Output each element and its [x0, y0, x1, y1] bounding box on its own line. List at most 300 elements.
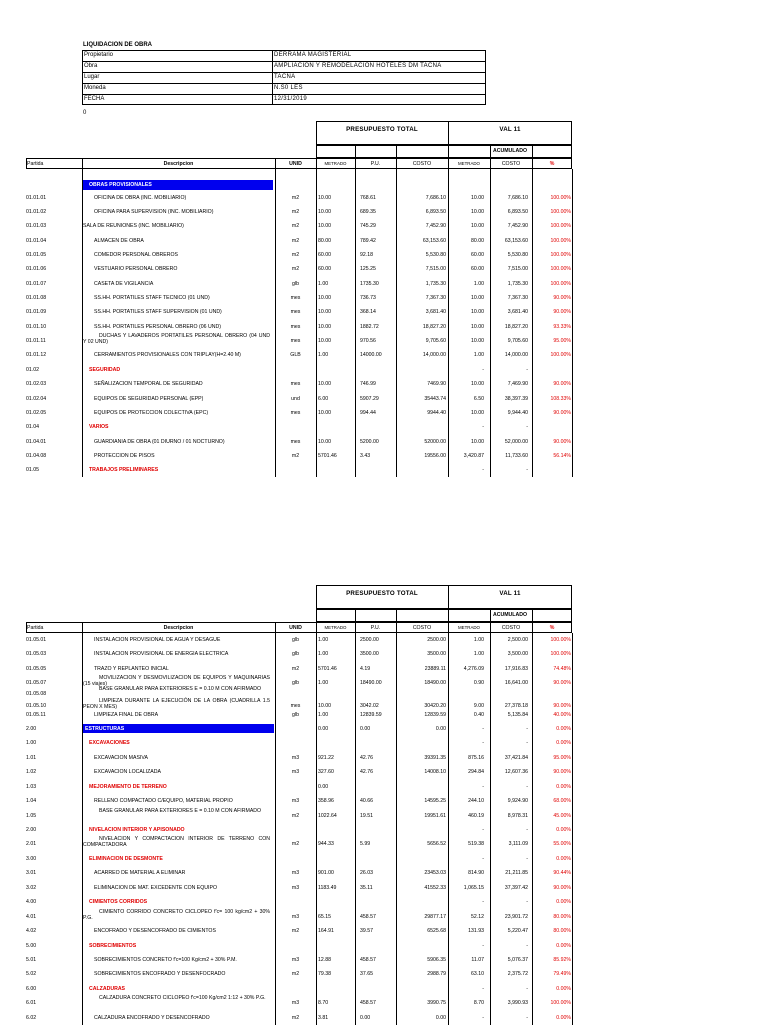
cell-metrado: 60.00	[318, 266, 331, 272]
cell-metrado: 944.33	[318, 841, 334, 847]
acumulado-header: ACUMULADO	[492, 148, 527, 154]
cell-pu: 125.25	[360, 266, 376, 272]
cell-metrado-acum: 1.00	[473, 281, 484, 287]
cell-costo: 7,686.10	[425, 195, 446, 201]
cell-partida: 01.01.12	[26, 352, 47, 358]
cell-description: SOBRECIMIENTOS CONCRETO f'c=100 Kg/cm2 + 30% P.M.	[94, 957, 237, 963]
cell-metrado: 0.00	[318, 784, 329, 790]
cell-metrado-acum: 10.00	[471, 209, 484, 215]
cell-pu: 970.56	[360, 338, 376, 344]
cell-costo-acum: 7,686.10	[507, 195, 528, 201]
cell-pu: 994.44	[360, 410, 376, 416]
cell-partida: 01.01.11	[26, 338, 46, 344]
cell-metrado-acum: -	[482, 827, 484, 833]
cell-description: SS.HH. PORTATILES STAFF SUPERVISION (01 UND)	[94, 309, 222, 315]
cell-costo: 1,735.30	[425, 281, 446, 287]
cell-costo-acum: 5,530.80	[507, 252, 528, 258]
cell-unid: glb	[292, 712, 299, 718]
cell-partida: 01.05.07	[26, 680, 47, 686]
cell-metrado: 10.00	[318, 195, 331, 201]
cell-percent: 80.00%	[553, 914, 571, 920]
cell-costo: 35443.74	[424, 396, 446, 402]
cell-percent: 68.00%	[553, 798, 571, 804]
cell-unid: m3	[291, 957, 300, 963]
cell-unid: mes	[290, 309, 301, 315]
cell-pu: 458.57	[360, 914, 376, 920]
cell-pu: 0.00	[360, 1015, 371, 1021]
cell-metrado: 327.60	[318, 769, 334, 775]
cell-metrado-acum: 60.00	[471, 252, 484, 258]
cell-percent: 80.00%	[553, 928, 571, 934]
cell-metrado: 10.00	[318, 324, 331, 330]
column-header-pct: %	[549, 161, 555, 167]
cell-unid: GLB	[290, 352, 301, 358]
cell-costo: 6525.68	[427, 928, 446, 934]
cell-percent: 100.00%	[550, 223, 571, 229]
cell-costo-acum: 6,893.50	[507, 209, 528, 215]
info-label: Moneda	[84, 85, 106, 91]
info-row-divider	[82, 72, 486, 73]
cell-percent: 40.00%	[553, 712, 571, 718]
cell-costo: 19556.00	[424, 453, 446, 459]
cell-costo: 14595.25	[424, 798, 446, 804]
cell-costo-acum: 3,500.00	[507, 651, 528, 657]
cell-partida: 01.01.05	[26, 252, 47, 258]
cell-partida: 01.05	[26, 467, 39, 473]
cell-metrado-acum: 3,420.87	[463, 453, 484, 459]
cell-costo-acum: 21,211.85	[505, 870, 528, 876]
val-header: VAL 11	[499, 126, 521, 133]
cell-costo-acum: -	[526, 424, 528, 430]
cell-costo-acum: -	[526, 467, 528, 473]
info-value: AMPLIACION Y REMODELACION HOTELES DM TACNA	[274, 63, 442, 69]
cell-pu: 746.99	[360, 381, 376, 387]
cell-costo-acum: 8,978.31	[507, 813, 528, 819]
cell-metrado-acum: 294.84	[468, 769, 484, 775]
cell-metrado-acum: 10.00	[471, 324, 484, 330]
info-value: DERRAMA MAGISTERIAL	[274, 52, 352, 58]
cell-description: ENCOFRADO Y DESENCOFRADO DE CIMIENTOS	[94, 928, 216, 934]
cell-percent: 90.00%	[553, 885, 571, 891]
cell-percent: 90.00%	[553, 309, 571, 315]
cell-percent: 100.00%	[550, 281, 571, 287]
cell-metrado-acum: 11.07	[471, 957, 484, 963]
cell-percent: 100.00%	[550, 1000, 571, 1006]
cell-description: TRAZO Y REPLANTEO INICIAL	[94, 666, 169, 672]
cell-pu: 42.76	[360, 755, 373, 761]
cell-partida: 01.01.09	[26, 309, 47, 315]
cell-partida: 2.01	[26, 841, 37, 847]
presupuesto-total-header: PRESUPUESTO TOTAL	[346, 590, 418, 597]
cell-costo: 9944.40	[427, 410, 446, 416]
cell-pu: 14000.00	[360, 352, 382, 358]
zero-label: 0	[83, 110, 87, 116]
cell-subsection: CIMIENTOS CORRIDOS	[89, 899, 148, 905]
cell-description: INSTALACION PROVISIONAL DE AGUA Y DESAGUE	[94, 637, 221, 643]
cell-partida: 01.01.10	[26, 324, 47, 330]
cell-partida: 01.04	[26, 424, 39, 430]
cell-costo-acum: 37,421.84	[504, 755, 528, 761]
cell-costo-acum: 5,220.47	[507, 928, 528, 934]
cell-partida: 01.05.05	[26, 666, 47, 672]
cell-partida: 2.00	[26, 827, 37, 833]
column-header-metrado2: METRADO	[458, 625, 480, 630]
cell-pu: 2500.00	[360, 637, 379, 643]
cell-pu: 689.35	[360, 209, 376, 215]
cell-pu: 368.14	[360, 309, 376, 315]
cell-costo: 6,893.50	[425, 209, 446, 215]
cell-description: ELIMINACION DE MAT. EXCEDENTE CON EQUIPO	[94, 885, 217, 891]
cell-metrado-acum: 519.38	[468, 841, 484, 847]
cell-percent: 100.00%	[550, 651, 571, 657]
cell-costo: 3500.00	[427, 651, 446, 657]
cell-metrado: 10.00	[318, 295, 331, 301]
cell-description: MOVILIZACION Y DESMOVILIZACION DE EQUIPOS Y MAQUINARIAS (15 viajes)	[83, 675, 270, 687]
cell-pu: 1735.30	[360, 281, 379, 287]
cell-costo: 7469.90	[427, 381, 446, 387]
cell-percent: 90.00%	[553, 680, 571, 686]
cell-unid: m2	[291, 841, 300, 847]
cell-subsection: NIVELACION INTERIOR Y APISONADO	[89, 827, 185, 833]
cell-metrado: 10.00	[318, 410, 331, 416]
cell-partida: 01.05.01	[26, 637, 47, 643]
cell-subsection: VARIOS	[89, 424, 109, 430]
cell-percent: 100.00%	[550, 209, 571, 215]
cell-costo-acum: -	[526, 726, 528, 732]
cell-unid: mes	[290, 381, 301, 387]
cell-description: ACARREO DE MATERIAL A ELIMINAR	[94, 870, 186, 876]
cell-costo-acum: -	[526, 1015, 528, 1021]
cell-pu: 35.11	[360, 885, 373, 891]
cell-percent: 0.00%	[556, 726, 571, 732]
cell-unid: glb	[292, 651, 299, 657]
header-group-box	[316, 121, 572, 145]
cell-subsection: SEGURIDAD	[89, 367, 121, 373]
cell-description: PROTECCION DE PISOS	[94, 453, 155, 459]
section-bar-obras-provisionales: OBRAS PROVISIONALES	[83, 180, 273, 190]
column-header-costo: COSTO	[412, 161, 432, 167]
cell-pu: 42.76	[360, 769, 373, 775]
cell-unid: m3	[291, 914, 300, 920]
cell-unid: m3	[291, 769, 300, 775]
cell-partida: 3.01	[26, 870, 37, 876]
cell-metrado: 1022.64	[318, 813, 337, 819]
cell-unid: m2	[291, 238, 300, 244]
cell-metrado-acum: 10.00	[471, 195, 484, 201]
cell-pu: 789.42	[360, 238, 376, 244]
column-header-pct: %	[549, 625, 555, 631]
cell-percent: 100.00%	[550, 352, 571, 358]
cell-partida: 5.02	[26, 971, 37, 977]
val-header: VAL 11	[499, 590, 521, 597]
cell-partida: 01.05.11	[26, 712, 46, 718]
cell-percent: 100.00%	[550, 266, 571, 272]
cell-description: EXCAVACION LOCALIZADA	[94, 769, 161, 775]
cell-costo-acum: 63,153.60	[504, 238, 528, 244]
cell-metrado-acum: -	[482, 784, 484, 790]
cell-metrado: 1.00	[318, 281, 329, 287]
cell-description: EXCAVACION MASIVA	[94, 755, 148, 761]
cell-subsection: ELIMINACION DE DESMONTE	[89, 856, 163, 862]
cell-percent: 90.44%	[553, 870, 571, 876]
cell-metrado-acum: 244.10	[468, 798, 484, 804]
cell-metrado: 1.00	[318, 637, 329, 643]
column-header-unid: UNID	[289, 625, 302, 631]
cell-metrado-acum: 10.00	[471, 338, 484, 344]
cell-unid: und	[291, 396, 300, 402]
cell-costo: 19951.61	[424, 813, 446, 819]
cell-partida: 1.03	[26, 784, 37, 790]
cell-description: SS.HH. PORTATILES PERSONAL OBRERO (06 UND)	[94, 324, 221, 330]
cell-metrado: 5701.46	[318, 666, 337, 672]
cell-costo-acum: 1,735.30	[507, 281, 528, 287]
column-header-descripcion: Descripcion	[163, 161, 194, 167]
cell-costo-acum: 9,924.90	[507, 798, 528, 804]
cell-description: SS.HH. PORTATILES STAFF TECNICO (01 UND)	[94, 295, 210, 301]
cell-description: COMEDOR PERSONAL OBREROS	[94, 252, 178, 258]
cell-costo: 2500.00	[427, 637, 446, 643]
cell-pu: 39.57	[360, 928, 373, 934]
cell-percent: 0.00%	[556, 1015, 571, 1021]
cell-costo: 2988.79	[427, 971, 446, 977]
cell-pu: 458.57	[360, 1000, 376, 1006]
cell-pu: 5.99	[360, 841, 371, 847]
cell-costo: 63,153.60	[422, 238, 446, 244]
cell-metrado: 3.81	[318, 1015, 329, 1021]
cell-costo-acum: 9,705.60	[507, 338, 528, 344]
cell-partida: 6.02	[26, 1015, 37, 1021]
header-group-box	[316, 585, 572, 609]
cell-description: CASETA DE VIGILANCIA	[94, 281, 154, 287]
cell-metrado-acum: 10.00	[471, 223, 484, 229]
cell-percent: 90.00%	[553, 703, 571, 709]
cell-costo: 5656.52	[427, 841, 446, 847]
cell-unid: glb	[292, 637, 299, 643]
info-label: Lugar	[84, 74, 100, 80]
cell-costo: 7,367.30	[425, 295, 446, 301]
cell-metrado-acum: 60.00	[471, 266, 484, 272]
column-header-metrado: METRADO	[324, 161, 347, 166]
cell-metrado: 164.91	[318, 928, 334, 934]
cell-metrado: 10.00	[318, 209, 331, 215]
column-header-costo2: COSTO	[501, 625, 521, 631]
cell-metrado: 6.00	[318, 396, 329, 402]
cell-pu: 3042.02	[360, 703, 379, 709]
cell-metrado: 10.00	[318, 223, 331, 229]
cell-percent: 90.00%	[553, 769, 571, 775]
cell-percent: 100.00%	[550, 252, 571, 258]
cell-metrado-acum: 1,065.15	[463, 885, 484, 891]
cell-description: SALA DE REUNIONES (INC. MOBILIARIO)	[83, 223, 184, 229]
cell-partida: 1.05	[26, 813, 37, 819]
info-value: TACNA	[274, 74, 296, 80]
cell-metrado-acum: 10.00	[471, 410, 484, 416]
cell-partida: 01.05.10	[26, 703, 47, 709]
cell-metrado: 0.00	[318, 726, 329, 732]
cell-metrado-acum: -	[482, 740, 484, 746]
cell-description: CALZADURA CONCRETO CICLOPEO f'c=100 Kg/cm2 1:12 + 30% P.G.	[99, 995, 266, 1001]
cell-pu: 40.66	[360, 798, 373, 804]
cell-metrado: 1183.49	[318, 885, 337, 891]
column-header-partida: Partida	[27, 161, 44, 167]
cell-percent: 56.14%	[553, 453, 571, 459]
cell-description: OFICINA DE OBRA (INC. MOBILIARIO)	[94, 195, 187, 201]
cell-metrado-acum: -	[482, 986, 484, 992]
cell-costo-acum: -	[526, 740, 528, 746]
cell-unid: m3	[291, 885, 300, 891]
column-header-costo2: COSTO	[501, 161, 521, 167]
cell-partida: 01.04.01	[26, 439, 47, 445]
cell-pu: 1882.72	[360, 324, 379, 330]
cell-metrado: 10.00	[318, 703, 331, 709]
cell-metrado: 921.22	[318, 755, 334, 761]
cell-metrado: 1.00	[318, 651, 329, 657]
cell-pu: 736.73	[360, 295, 376, 301]
cell-costo-acum: 3,990.93	[507, 1000, 528, 1006]
cell-percent: 90.00%	[553, 381, 571, 387]
cell-costo-acum: 17,916.83	[504, 666, 528, 672]
cell-metrado-acum: -	[482, 467, 484, 473]
cell-description: BASE GRANULAR PARA EXTERIORES E = 0.10 M CON AFIRMADO	[99, 686, 262, 692]
cell-costo: 12839.59	[424, 712, 446, 718]
cell-pu: 18490.00	[360, 680, 382, 686]
cell-metrado: 10.00	[318, 338, 331, 344]
cell-costo-acum: 5,076.37	[507, 957, 528, 963]
cell-costo-acum: 2,375.72	[507, 971, 528, 977]
cell-metrado-acum: 9.00	[473, 703, 484, 709]
cell-pu: 3500.00	[360, 651, 379, 657]
cell-costo-acum: 9,944.40	[507, 410, 528, 416]
cell-unid: m3	[291, 870, 300, 876]
cell-unid: mes	[290, 295, 301, 301]
cell-partida: 01.01.04	[26, 238, 47, 244]
info-row-divider	[82, 94, 486, 95]
cell-pu: 458.57	[360, 957, 376, 963]
cell-unid: glb	[292, 680, 299, 686]
cell-percent: 85.92%	[553, 957, 571, 963]
cell-costo-acum: 27,378.18	[504, 703, 528, 709]
cell-metrado-acum: -	[482, 943, 484, 949]
cell-partida: 01.02	[26, 367, 39, 373]
cell-partida: 01.02.05	[26, 410, 47, 416]
cell-metrado-acum: -	[482, 1015, 484, 1021]
cell-costo: 5906.35	[427, 957, 446, 963]
cell-costo: 23889.11	[424, 666, 446, 672]
cell-description: INSTALACION PROVISIONAL DE ENERGIA ELECTRICA	[94, 651, 229, 657]
cell-partida: 4.01	[26, 914, 37, 920]
cell-metrado: 901.00	[318, 870, 334, 876]
cell-percent: 90.00%	[553, 410, 571, 416]
cell-metrado: 60.00	[318, 252, 331, 258]
cell-unid: m3	[291, 1000, 300, 1006]
column-header-pu: P.U.	[370, 625, 381, 631]
cell-metrado-acum: 10.00	[471, 439, 484, 445]
cell-percent: 93.33%	[553, 324, 571, 330]
cell-percent: 95.00%	[553, 755, 571, 761]
cell-partida: 3.00	[26, 856, 37, 862]
cell-percent: 74.48%	[553, 666, 571, 672]
cell-metrado: 8.70	[318, 1000, 329, 1006]
cell-costo: 39391.35	[424, 755, 446, 761]
cell-costo-acum: 16,641.00	[504, 680, 528, 686]
cell-costo-acum: 37,397.42	[504, 885, 528, 891]
cell-costo-acum: 7,515.00	[507, 266, 528, 272]
cell-costo-acum: -	[526, 784, 528, 790]
cell-partida: 01.01.08	[26, 295, 47, 301]
cell-partida: 01.02.03	[26, 381, 47, 387]
cell-pu: 19.51	[360, 813, 373, 819]
cell-unid: m2	[291, 813, 300, 819]
column-header-metrado: METRADO	[324, 625, 347, 630]
cell-costo: 23453.03	[424, 870, 446, 876]
cell-metrado: 12.88	[318, 957, 331, 963]
cell-metrado-acum: 8.70	[473, 1000, 484, 1006]
cell-costo: 30420.20	[424, 703, 446, 709]
cell-description: CERRAMIENTOS PROVISIONALES CON TRIPLAY(H=2.40 M)	[94, 352, 241, 358]
cell-metrado: 10.00	[318, 439, 331, 445]
cell-description: NIVELACION Y COMPACTACION INTERIOR DE TERRENO CON COMPACTADORA	[83, 836, 270, 848]
cell-metrado-acum: 460.19	[468, 813, 484, 819]
cell-percent: 45.00%	[553, 813, 571, 819]
cell-description: SEÑALIZACION TEMPORAL DE SEGURIDAD	[94, 381, 203, 387]
cell-percent: 0.00%	[556, 856, 571, 862]
cell-pu: 745.29	[360, 223, 376, 229]
cell-costo-acum: -	[526, 367, 528, 373]
cell-metrado: 1.00	[318, 680, 329, 686]
cell-unid: m2	[291, 195, 300, 201]
cell-unid: mes	[290, 338, 301, 344]
cell-metrado: 80.00	[318, 238, 331, 244]
cell-costo-acum: 23,901.72	[504, 914, 528, 920]
cell-subsection: SOBRECIMIENTOS	[89, 943, 137, 949]
cell-metrado-acum: 1.00	[473, 651, 484, 657]
cell-costo: 18490.00	[424, 680, 446, 686]
cell-description: CALZADURA ENCOFRADO Y DESENCOFRADO	[94, 1015, 210, 1021]
cell-description: GUARDIANIA DE OBRA (01 DIURNO / 01 NOCTURNO)	[94, 439, 225, 445]
cell-description: CIMIENTO CORRIDO CONCRETO CICLOPEO f'c= 100 kg/cm2 + 30% P.G.	[83, 909, 270, 921]
column-header-metrado2: METRADO	[458, 161, 480, 166]
cell-percent: 95.00%	[553, 338, 571, 344]
cell-metrado: 1.00	[318, 352, 329, 358]
cell-percent: 108.33%	[550, 396, 571, 402]
cell-description: EQUIPOS DE SEGURIDAD PERSONAL (EPP)	[94, 396, 204, 402]
cell-percent: 0.00%	[556, 943, 571, 949]
cell-description: LIMPIEZA FINAL DE OBRA	[94, 712, 159, 718]
column-header-descripcion: Descripcion	[163, 625, 194, 631]
cell-costo: 29877.17	[424, 914, 446, 920]
cell-metrado-acum: 10.00	[471, 309, 484, 315]
cell-metrado-acum: 63.10	[471, 971, 484, 977]
cell-metrado-acum: 0.40	[473, 712, 484, 718]
cell-metrado: 79.38	[318, 971, 331, 977]
cell-unid: m3	[291, 755, 300, 761]
cell-metrado: 10.00	[318, 309, 331, 315]
cell-metrado: 5701.46	[318, 453, 337, 459]
cell-description: SOBRECIMIENTOS ENCOFRADO Y DESENFOCRADO	[94, 971, 226, 977]
cell-percent: 79.49%	[553, 971, 571, 977]
cell-costo-acum: 7,452.90	[507, 223, 528, 229]
cell-costo-acum: 18,827.20	[504, 324, 528, 330]
cell-metrado-acum: 814.90	[468, 870, 484, 876]
cell-costo: 7,452.90	[425, 223, 446, 229]
cell-costo: 14008.10	[424, 769, 446, 775]
cell-costo-acum: 11,733.60	[505, 453, 528, 459]
info-label: FECHA	[84, 96, 105, 102]
column-header-partida: Partida	[27, 625, 44, 631]
cell-costo: 0.00	[435, 1015, 446, 1021]
cell-percent: 0.00%	[556, 784, 571, 790]
cell-partida: 5.00	[26, 943, 37, 949]
